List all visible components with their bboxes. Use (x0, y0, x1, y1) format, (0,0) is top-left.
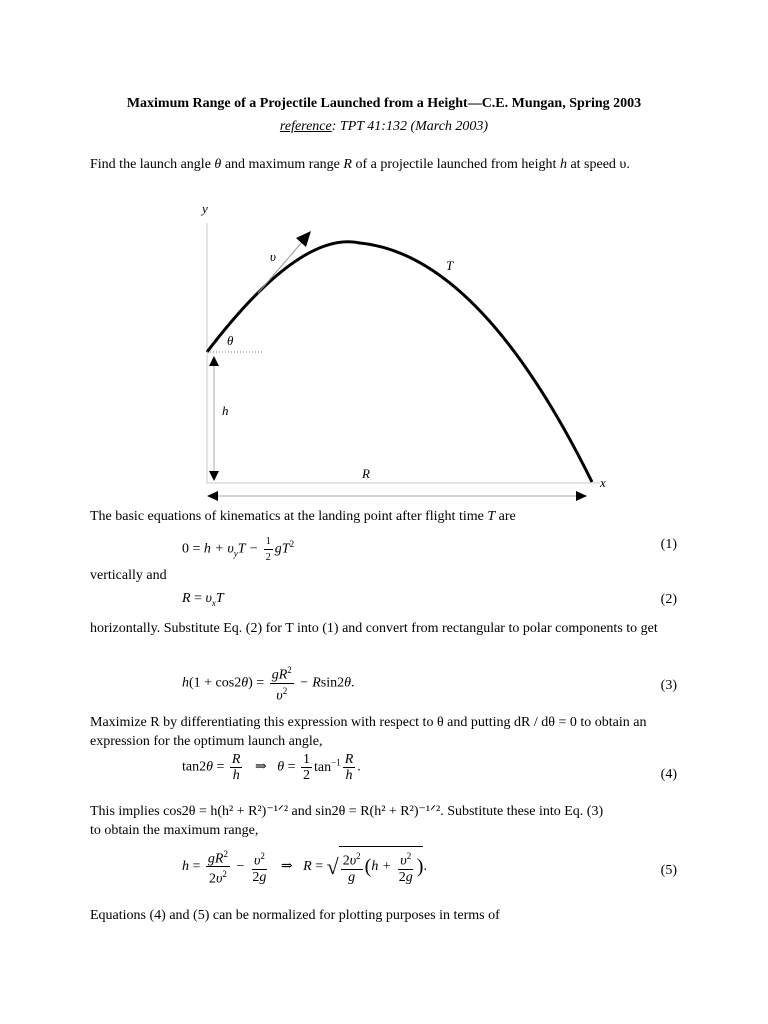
intro-v: υ (619, 157, 627, 172)
equation-2: $R = \upsilon_xT$ (182, 591, 224, 608)
flight-time-label: T (446, 258, 454, 273)
range-label: R (362, 466, 370, 481)
implies-paragraph-line1: This implies cos2θ = h(h² + R²)⁻¹ᐟ² and sin2θ = R(h² + R²)⁻¹ᐟ². Substitute these into Eq. (3) (90, 804, 604, 819)
velocity-label: υ (270, 249, 276, 264)
intro-text-3: of a projectile launched from height (351, 157, 560, 172)
equation-4: tan2θ = $\frac{R}{h}$ ⇒ θ = $\frac{1}{2}$ $\tan^{-1}$ $\frac{R}{h}$ . (182, 752, 361, 783)
intro-text-4: at speed (566, 157, 620, 172)
velocity-arrow-head (296, 231, 311, 247)
y-axis-label: y (202, 201, 208, 216)
vertically-text: vertically and (90, 568, 167, 583)
equation-5-number: (5) (660, 863, 677, 878)
intro-h: h (559, 157, 567, 172)
reference-label: reference (279, 119, 332, 134)
equation-5: h = $\frac{gR^2}{2\upsilon^2}$ − $\frac{\upsilon^2}{2g}$ ⇒ R = √ $\frac{2\upsilon^2}{g}$ (h + $\frac{\upsilon^2}{2g}$ ). (182, 846, 427, 887)
height-label: h (222, 403, 229, 418)
intro-text-5: . (626, 157, 630, 172)
equation-2-number: (2) (660, 592, 677, 607)
range-arrow-right (576, 491, 587, 501)
intro-R: R (343, 157, 352, 172)
implies-paragraph-line2: to obtain the maximum range, (90, 823, 259, 838)
intro-theta: θ (214, 157, 222, 172)
reference-text: : TPT 41:132 (March 2003) (331, 119, 489, 134)
kinematics-text-1: The basic equations of kinematics at the landing point after flight time (90, 509, 488, 524)
equation-1: $0 = h + \upsilon_yT$ − $\frac{1}{2}$ $gT^2$ (182, 536, 295, 563)
maximize-paragraph: Maximize R by differentiating this expression with respect to θ and putting dR / dθ = 0 to obtain an expression for the optimum launch angle, (90, 715, 647, 749)
theta-label: θ (227, 333, 234, 348)
velocity-arrow-shaft (258, 241, 303, 293)
equation-3: h(1 + cos2θ) = $\frac{gR^2}{\upsilon^2}$ − Rsin2θ. (182, 665, 355, 704)
trajectory-curve (207, 242, 592, 482)
page-title: Maximum Range of a Projectile Launched from a Height—C.E. Mungan, Spring 2003 (126, 96, 642, 111)
intro-text-2: and maximum range (221, 157, 344, 172)
equation-1-number: (1) (660, 537, 677, 552)
trajectory-figure (0, 195, 768, 515)
intro-paragraph (90, 155, 630, 174)
intro-text-1: Find the launch angle (90, 157, 215, 172)
equation-4-number: (4) (660, 767, 677, 782)
range-arrow-left (207, 491, 218, 501)
substitute-paragraph: horizontally. Substitute Eq. (2) for T into (1) and convert from rectangular to polar components to get (90, 621, 658, 636)
height-arrow-top (209, 356, 219, 366)
kinematics-paragraph (90, 507, 516, 526)
equation-3-number: (3) (660, 678, 677, 693)
reference-line (0, 119, 768, 135)
height-arrow-bottom (209, 471, 219, 481)
kinematics-T: T (487, 509, 496, 524)
normalize-paragraph: Equations (4) and (5) can be normalized for plotting purposes in terms of (90, 908, 500, 923)
kinematics-text-2: are (495, 509, 516, 524)
x-axis-label: x (600, 475, 606, 490)
